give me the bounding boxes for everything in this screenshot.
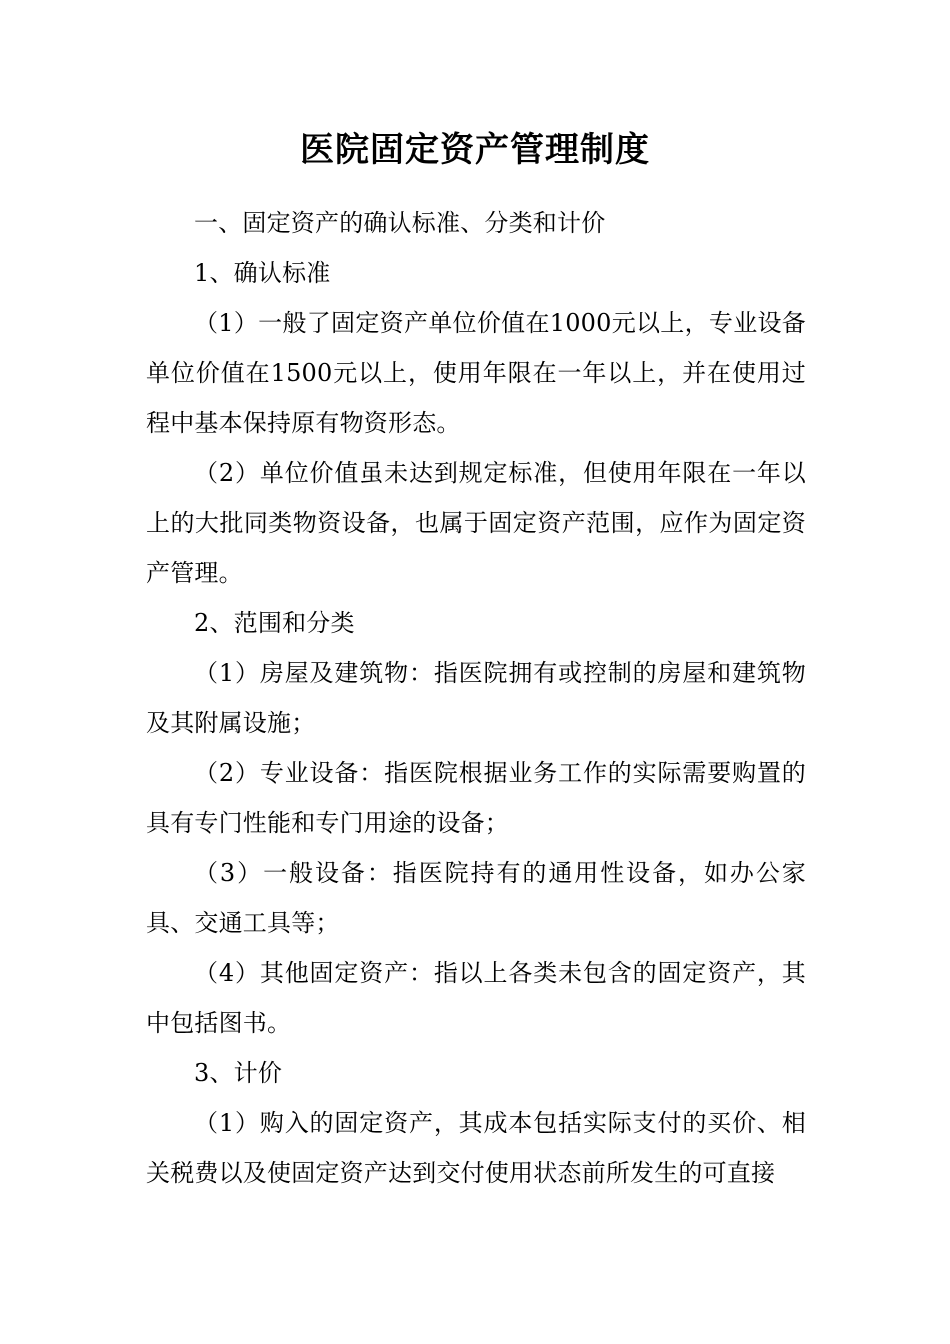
subsection-heading-valuation: 3、计价 — [194, 1059, 283, 1087]
section-heading-1: 一、固定资产的确认标准、分类和计价 — [194, 209, 606, 237]
paragraph: （1）购入的固定资产，其成本包括实际支付的买价、相关税费以及使固定资产达到交付使用状态前所发生的可直接 — [146, 1109, 806, 1187]
subsection-heading-recognition: 1、确认标准 — [194, 259, 331, 287]
paragraph: （3）一般设备：指医院持有的通用性设备，如办公家具、交通工具等； — [146, 859, 806, 937]
paragraph: （2）专业设备：指医院根据业务工作的实际需要购置的具有专门性能和专门用途的设备； — [146, 759, 806, 837]
paragraph: （1）一般了固定资产单位价值在1000元以上，专业设备单位价值在1500元以上，使用年限在一年以上，并在使用过程中基本保持原有物资形态。 — [146, 309, 806, 437]
document-body — [146, 198, 806, 1198]
paragraph: （2）单位价值虽未达到规定标准，但使用年限在一年以上的大批同类物资设备，也属于固定资产范围，应作为固定资产管理。 — [146, 459, 806, 587]
paragraph: （4）其他固定资产：指以上各类未包含的固定资产，其中包括图书。 — [146, 959, 806, 1037]
document-title: 医院固定资产管理制度 — [300, 130, 650, 170]
subsection-heading-scope: 2、范围和分类 — [194, 609, 355, 637]
paragraph: （1）房屋及建筑物：指医院拥有或控制的房屋和建筑物及其附属设施； — [146, 659, 806, 737]
